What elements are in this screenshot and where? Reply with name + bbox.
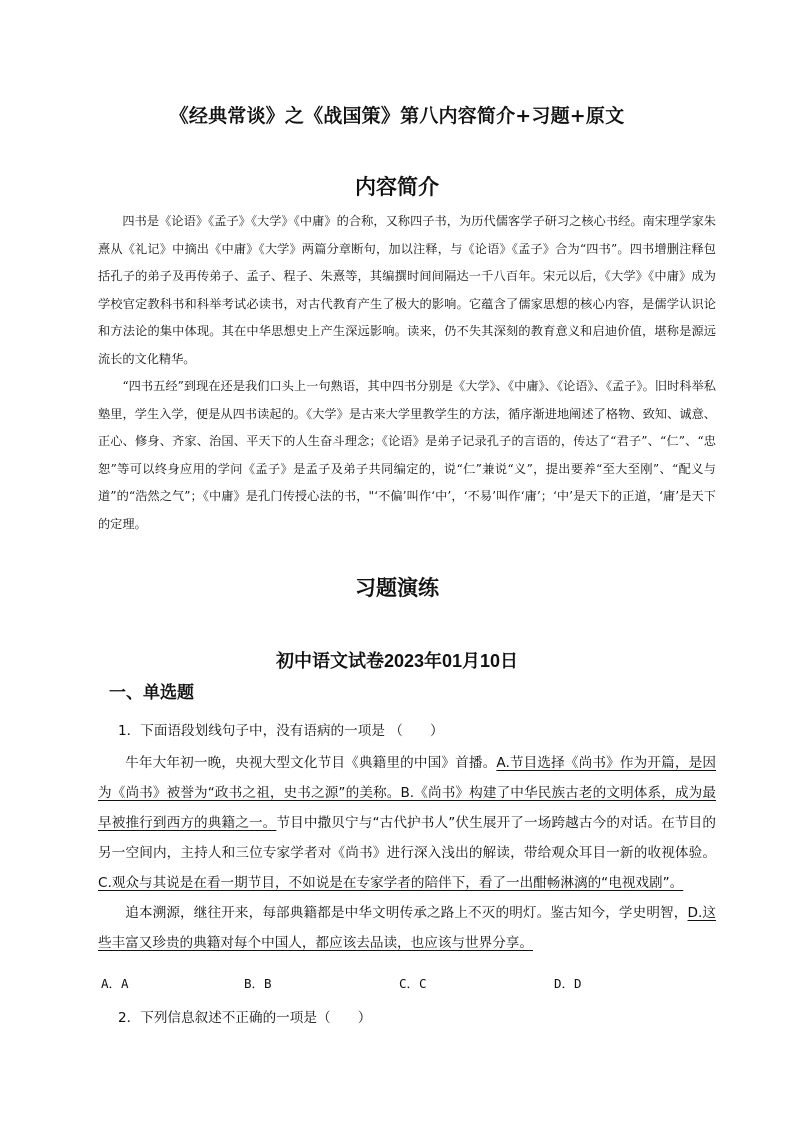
intro-heading: 内容简介 — [355, 174, 439, 199]
question-1-stem: 1．下面语段划线句子中，没有语病的一项是 （ ） — [118, 723, 444, 739]
option-c[interactable]: C．C — [399, 976, 427, 991]
intro-body — [98, 208, 716, 538]
underlined-sentence-b: B.《尚书》构建了中华民族古老的文明体系，成为最早被推行到西方的典籍之一。 — [98, 785, 716, 831]
document-title: 《经典常谈》之《战国策》第八内容简介+习题+原文 — [169, 105, 625, 127]
passage-paragraph-1 — [98, 748, 716, 898]
underlined-sentence-c: C.观众与其说是在看一期节目，不如说是在专家学者的陪伴下，看了一出酣畅淋漓的“电视戏剧”。 — [98, 875, 684, 891]
passage-text: 牛年大年初一晚，央视大型文化节目《典籍里的中国》首播。 — [125, 755, 497, 771]
underlined-sentence-d: D.这些丰富又珍贵的典籍对每个中国人，都应该去品读，也应该与世界分享。 — [98, 905, 717, 951]
intro-paragraph-2: “四书五经”到现在还是我们口头上一句熟语，其中四书分别是《大学》、《中庸》、《论语》、《孟子》。旧时科举私塾里，学生入学，便是从四书读起的。《大学》是古来大学里教学生的方法，循序渐进地阐述了格物、致知、诚意、正心、修身、齐家、治国、平天下的人生奋斗理念；《论语》是弟子记录孔子的言语的，传达了“君子”、“仁”、“忠恕”等可以终身应用的学问《孟子》是孟子及弟子共同编定的，说“仁”兼说“义”，提出要养“至大至刚”、“配义与道”的“浩然之气”；《中庸》是孔门传授心法的书，"‘不偏’叫作‘中’，‘不易’叫作‘庸’；‘中’是天下的正道，‘庸’是天下的定理。 — [98, 379, 716, 531]
option-d[interactable]: D．D — [554, 976, 582, 991]
exam-title: 初中语文试卷2023年01月10日 — [275, 651, 519, 671]
underlined-sentence-a: A.节目选择《尚书》作为开篇，是因为《尚书》被誉为“政书之祖，史书之源”的美称。 — [98, 755, 716, 801]
passage-text: 追本溯源，继往开来，每部典籍都是中华文明传承之路上不灭的明灯。鉴古知今，学史明智， — [125, 905, 688, 921]
intro-paragraph-1: 四书是《论语》《孟子》《大学》《中庸》的合称，又称四子书，为历代儒客学子研习之核心书经。南宋理学家朱熹从《礼记》中摘出《中庸》《大学》两篇分章断句，加以注释，与《论语》《孟子》合为“四书”。四书增删注释包括孔子的弟子及再传弟子、孟子、程子、朱熹等，其编撰时间间隔达一千八百年。宋元以后，《大学》《中庸》成为学校官定教科书和科举考试必读书，对古代教育产生了极大的影响。它蕴含了儒家思想的核心内容，是儒学认识论和方法论的集中体现。其在中华思想史上产生深远影响。读来，仍不失其深刻的教育意义和启迪价值，堪称是源远流长的文化精华。 — [98, 214, 716, 366]
part-heading-single-choice: 一、单选题 — [109, 683, 194, 702]
question-1-options — [98, 974, 716, 996]
option-b[interactable]: B．B — [244, 976, 272, 991]
exercises-heading: 习题演练 — [355, 575, 439, 600]
passage-paragraph-2 — [98, 898, 716, 958]
question-1-passage — [98, 748, 716, 958]
passage-text: 节目中撒贝宁与“古代护书人”伏生展开了一场跨越古今的对话。在节目的另一空间内，主持人和三位专家学者对《尚书》进行深入浅出的解读，带给观众耳目一新的收视体验。 — [98, 815, 716, 861]
option-a[interactable]: A．A — [101, 976, 129, 991]
question-2-stem: 2．下列信息叙述不正确的一项是（ ） — [118, 1010, 372, 1026]
